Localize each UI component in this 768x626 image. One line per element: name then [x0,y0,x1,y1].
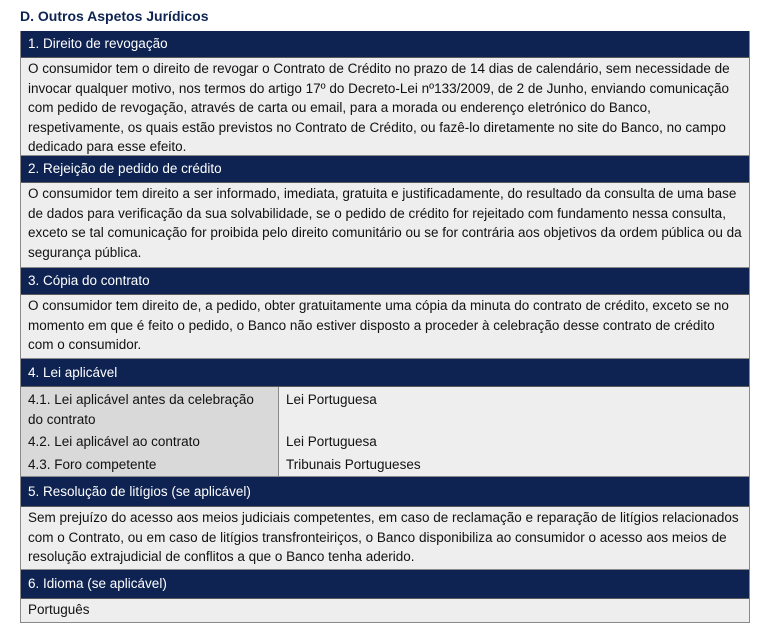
applicable-law-table [21,387,749,477]
section-body-right-of-withdrawal: O consumidor tem o direito de revogar o Contrato de Crédito no prazo de 14 dias de calendário, sem necessidade de invocar qualquer motivo, nos termos do artigo 17º do Decreto-Lei nº133/2009, de 2 de Junho, enviando comunicação com pedido de revogação, através de carta ou email, para a morada ou enderenço eletrónico do Banco, respetivamente, os quais estão previstos no Contrato de Crédito, ou fazê-lo diretamente no site do Banco, no campo dedicado para esse efeito. [21,58,749,156]
applicable-law-label-jurisdiction: 4.3. Foro competente [21,454,279,477]
applicable-law-value-contract: Lei Portuguesa [279,430,749,454]
applicable-law-value-pre-contract: Lei Portuguesa [279,387,749,430]
applicable-law-value-jurisdiction: Tribunais Portugueses [279,454,749,477]
section-header-applicable-law: 4. Lei aplicável [21,359,749,387]
section-header-dispute-resolution: 5. Resolução de litígios (se aplicável) [21,477,749,507]
section-header-contract-copy: 3. Cópia do contrato [21,268,749,295]
section-body-language: Português [21,599,749,622]
section-body-credit-rejection: O consumidor tem direito a ser informado, imediata, gratuita e justificadamente, do resultado da consulta de uma base de dados para verificação da sua solvabilidade, se o pedido de crédito for rejeitado com fundamento nessa consulta, exceto se tal comunicação for proibida pelo direito comunitário ou se for contrária aos objetivos da ordem pública ou da segurança pública. [21,183,749,268]
section-header-credit-rejection: 2. Rejeição de pedido de crédito [21,156,749,183]
section-body-dispute-resolution: Sem prejuízo do acesso aos meios judiciais competentes, em caso de reclamação e reparação de litígios relacionados com o Contrato, ou em caso de litígios transfronteiriços, o Banco disponibiliza ao consumidor o acesso aos meios de resolução extrajudicial de conflitos a que o Banco tenha aderido. [21,507,749,570]
legal-aspects-table [20,31,750,623]
section-header-right-of-withdrawal: 1. Direito de revogação [21,31,749,58]
section-header-language: 6. Idioma (se aplicável) [21,570,749,599]
applicable-law-label-contract: 4.2. Lei aplicável ao contrato [21,430,279,454]
applicable-law-label-pre-contract: 4.1. Lei aplicável antes da celebração do contrato [21,387,279,430]
section-body-contract-copy: O consumidor tem direito de, a pedido, obter gratuitamente uma cópia da minuta do contrato de crédito, exceto se no momento em que é feito o pedido, o Banco não estiver disposto a proceder à celebração desse contrato de crédito com o consumidor. [21,295,749,359]
document-title: D. Outros Aspetos Jurídicos [20,8,209,24]
